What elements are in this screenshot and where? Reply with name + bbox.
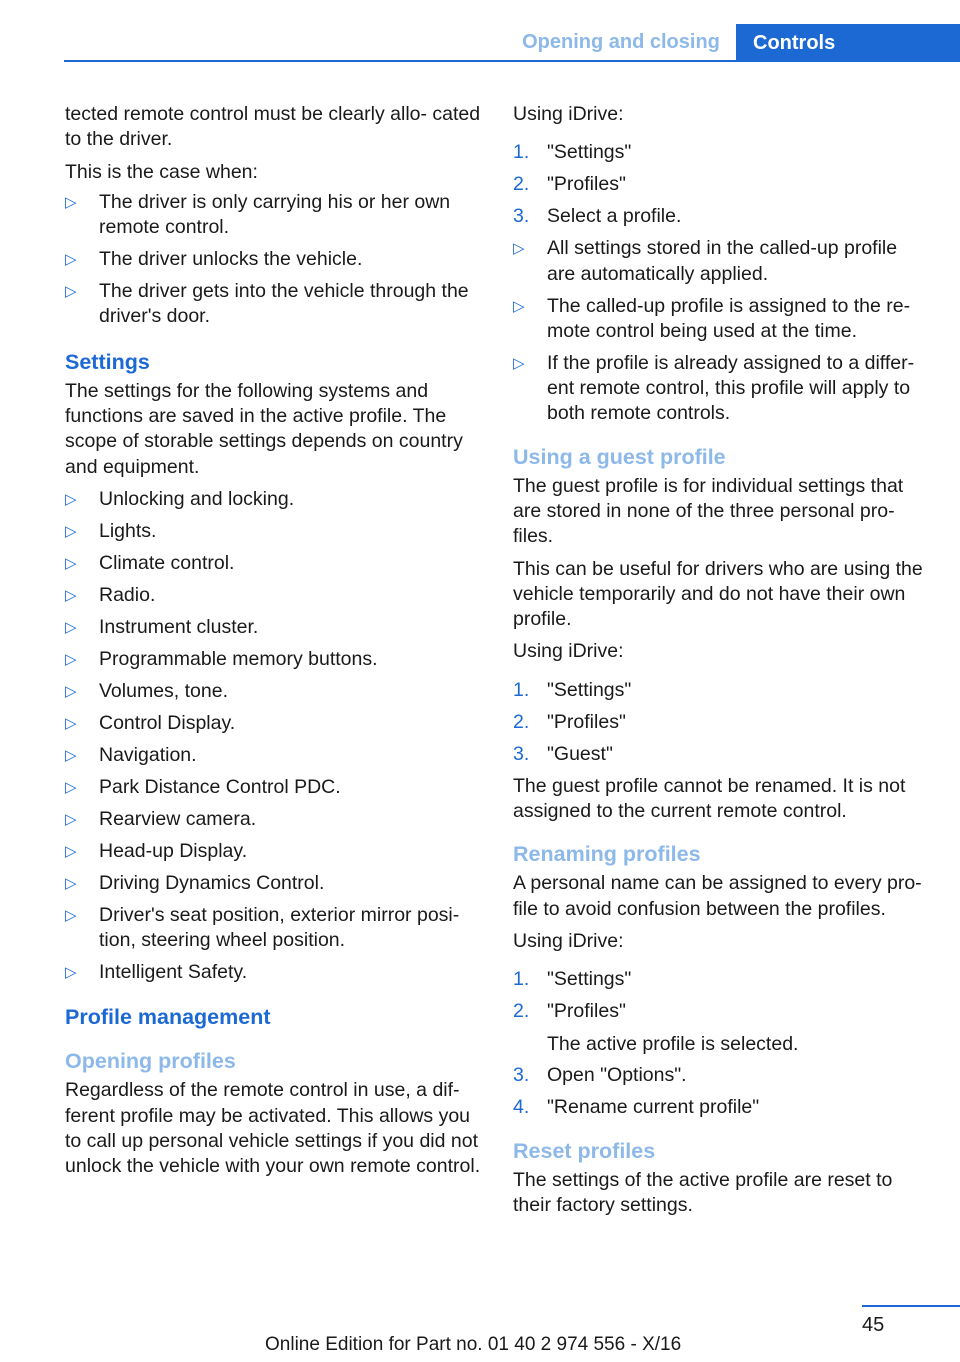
list-item-text: Programmable memory buttons. — [99, 647, 378, 670]
triangle-bullet-icon: ▷ — [65, 193, 77, 211]
list-item-text: If the profile is already assigned to a differ‐ ent remote control, this profile will apply to both remote controls. — [547, 351, 915, 425]
list-item — [65, 279, 481, 330]
list-item — [65, 190, 481, 241]
step-number: 2. — [513, 710, 530, 733]
list-item — [513, 999, 929, 1057]
paragraph: tected remote control must be clearly allo‐ cated to the driver. — [65, 103, 481, 151]
list-item-text: "Profiles" — [547, 173, 626, 196]
list-item-text: Unlocking and locking. — [99, 487, 295, 510]
triangle-bullet-icon: ▷ — [65, 906, 77, 924]
triangle-bullet-icon: ▷ — [65, 251, 77, 269]
list-item-text: Intelligent Safety. — [99, 961, 248, 984]
renaming-profiles-heading: Renaming profiles — [513, 842, 701, 867]
reset-profiles-heading: Reset profiles — [513, 1138, 656, 1163]
list-item-text: Climate control. — [99, 551, 235, 574]
left-column — [65, 102, 481, 1187]
triangle-bullet-icon: ▷ — [65, 714, 77, 732]
triangle-bullet-icon: ▷ — [65, 490, 77, 508]
edition-footer: Online Edition for Part no. 01 40 2 974 556 - X/16 — [265, 1334, 682, 1355]
list-item-text: Park Distance Control PDC. — [99, 775, 341, 798]
opening-profiles-heading: Opening profiles — [65, 1049, 236, 1074]
step-number: 2. — [513, 173, 530, 196]
triangle-bullet-icon: ▷ — [65, 650, 77, 668]
steps-list — [513, 140, 929, 229]
list-item — [65, 679, 481, 704]
list-item — [65, 871, 481, 896]
triangle-bullet-icon: ▷ — [65, 283, 77, 301]
step-number: 3. — [513, 1064, 530, 1087]
notes-list — [513, 236, 929, 426]
header-section-title: Opening and closing — [522, 31, 720, 53]
triangle-bullet-icon: ▷ — [65, 874, 77, 892]
profile-management-heading: Profile management — [65, 1005, 271, 1030]
paragraph: Using iDrive: — [513, 103, 624, 125]
list-item — [513, 678, 929, 703]
list-item-text: Head-up Display. — [99, 839, 248, 862]
paragraph: The settings of the active profile are reset to their factory settings. — [513, 1168, 893, 1217]
list-item — [65, 615, 481, 640]
right-column — [513, 102, 929, 1225]
list-item — [65, 711, 481, 736]
triangle-bullet-icon: ▷ — [65, 778, 77, 796]
step-number: 3. — [513, 205, 530, 228]
paragraph: The guest profile is for individual settings that are stored in none of the three personal pro‐ files. — [513, 474, 904, 548]
list-item-text: Instrument cluster. — [99, 615, 259, 638]
header-chapter-tab: Controls — [736, 24, 960, 62]
list-item — [513, 172, 929, 197]
triangle-bullet-icon: ▷ — [65, 810, 77, 828]
list-item-text: Rearview camera. — [99, 807, 257, 830]
list-item-text: All settings stored in the called-up profile are automatically applied. — [547, 237, 898, 285]
list-item-text: Navigation. — [99, 743, 197, 766]
list-item — [65, 839, 481, 864]
list-item — [65, 647, 481, 672]
list-item — [65, 487, 481, 512]
step-number: 4. — [513, 1096, 530, 1119]
list-item-text: "Settings" — [547, 678, 632, 701]
triangle-bullet-icon: ▷ — [513, 354, 525, 372]
paragraph: A personal name can be assigned to every pro‐ file to avoid confusion between the profiles. — [513, 872, 922, 920]
triangle-bullet-icon: ▷ — [65, 618, 77, 636]
step-number: 1. — [513, 678, 530, 701]
step-number: 1. — [513, 968, 530, 991]
list-item-text: The driver gets into the vehicle through the driver's door. — [99, 280, 469, 328]
list-item-text: Lights. — [99, 519, 157, 542]
list-item — [513, 140, 929, 165]
list-item-text: "Profiles" — [547, 710, 626, 733]
triangle-bullet-icon: ▷ — [65, 682, 77, 700]
list-item — [65, 743, 481, 768]
list-item-text: Driving Dynamics Control. — [99, 871, 325, 894]
list-item-text: The driver is only carrying his or her own remote control. — [99, 190, 451, 239]
triangle-bullet-icon: ▷ — [513, 297, 525, 315]
paragraph: The guest profile cannot be renamed. It is not assigned to the current remote control. — [513, 774, 906, 823]
list-item — [513, 710, 929, 735]
list-item — [65, 247, 481, 272]
step-note: The active profile is selected. — [547, 1032, 799, 1055]
paragraph: This can be useful for drivers who are using the vehicle temporarily and do not have their own profile. — [513, 557, 923, 631]
header-rule — [64, 60, 960, 62]
settings-heading: Settings — [65, 349, 150, 374]
list-item — [513, 351, 929, 427]
list-item-text: Radio. — [99, 583, 156, 606]
list-item-text: The driver unlocks the vehicle. — [99, 248, 363, 271]
list-item — [513, 236, 929, 287]
list-item — [65, 775, 481, 800]
list-item — [65, 960, 481, 985]
step-number: 2. — [513, 1000, 530, 1023]
page-number: 45 — [862, 1314, 885, 1336]
triangle-bullet-icon: ▷ — [65, 586, 77, 604]
list-item — [513, 967, 929, 992]
list-item-text: Select a profile. — [547, 205, 682, 228]
paragraph: Using iDrive: — [513, 929, 624, 952]
list-item-text: The called-up profile is assigned to the re‐ mote control being used at the time. — [547, 294, 911, 342]
list-item-text: Driver's seat position, exterior mirror posi‐ tion, steering wheel position. — [99, 903, 460, 952]
page-header — [0, 0, 960, 62]
conditions-list — [65, 190, 481, 330]
list-item-text: "Guest" — [547, 742, 613, 765]
list-item — [65, 551, 481, 576]
list-item — [65, 807, 481, 832]
paragraph: Using iDrive: — [513, 640, 624, 663]
list-item — [513, 204, 929, 229]
list-item-text: Open "Options". — [547, 1064, 687, 1087]
paragraph: The settings for the following systems and functions are saved in the active profile. The scope of storable settings depends on country and equipment. — [65, 379, 463, 478]
triangle-bullet-icon: ▷ — [65, 554, 77, 572]
triangle-bullet-icon: ▷ — [65, 964, 77, 982]
triangle-bullet-icon: ▷ — [65, 522, 77, 540]
list-item — [513, 1095, 929, 1120]
step-number: 1. — [513, 141, 530, 164]
list-item-text: "Settings" — [547, 968, 632, 991]
list-item — [65, 583, 481, 608]
list-item — [513, 1063, 929, 1088]
list-item — [65, 903, 481, 954]
step-number: 3. — [513, 742, 530, 765]
footer-rule — [862, 1305, 960, 1307]
list-item-text: "Rename current profile" — [547, 1096, 760, 1119]
paragraph: This is the case when: — [65, 160, 258, 183]
list-item-text: "Settings" — [547, 141, 632, 164]
list-item — [513, 294, 929, 345]
settings-list — [65, 487, 481, 985]
list-item — [513, 742, 929, 767]
steps-list — [513, 967, 929, 1121]
triangle-bullet-icon: ▷ — [65, 842, 77, 860]
list-item-text: Volumes, tone. — [99, 679, 228, 702]
list-item-text: "Profiles" — [547, 1000, 626, 1023]
triangle-bullet-icon: ▷ — [65, 746, 77, 764]
triangle-bullet-icon: ▷ — [513, 240, 525, 258]
paragraph: Regardless of the remote control in use, a dif‐ ferent profile may be activated. This allows you to call up personal vehicle settings if you did not unlock the vehicle with your own remote control. — [65, 1079, 481, 1178]
steps-list — [513, 678, 929, 767]
guest-profile-heading: Using a guest profile — [513, 444, 726, 469]
list-item-text: Control Display. — [99, 711, 236, 734]
list-item — [65, 519, 481, 544]
